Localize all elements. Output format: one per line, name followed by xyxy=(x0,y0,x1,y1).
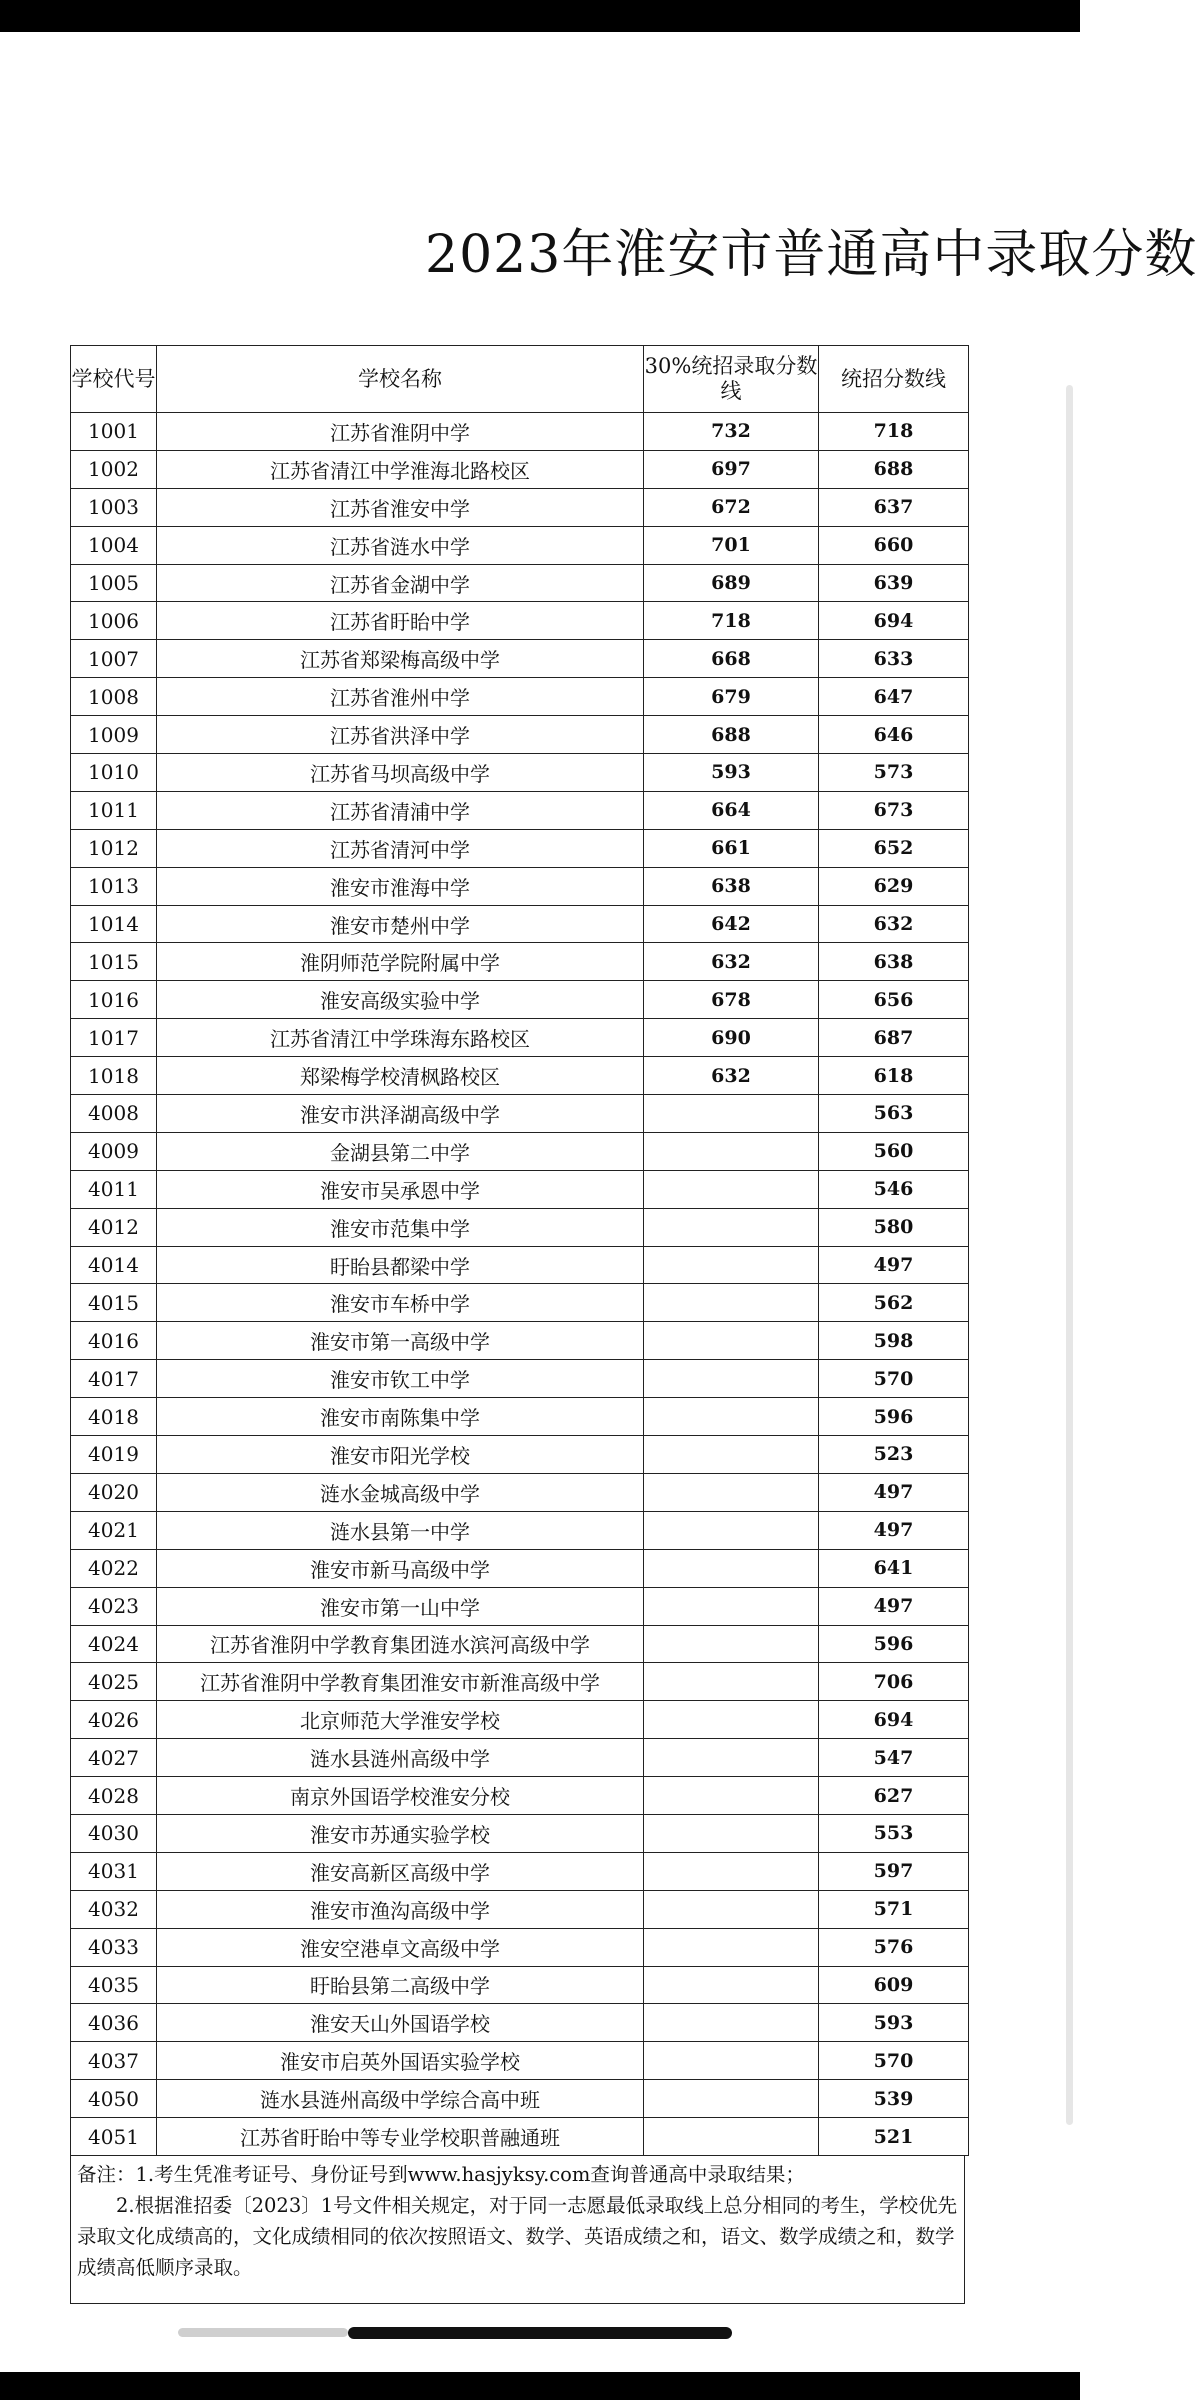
school-name-cell: 淮安市启英外国语实验学校 xyxy=(157,2042,644,2080)
school-name-cell: 涟水县第一中学 xyxy=(157,1511,644,1549)
school-code-cell: 1013 xyxy=(71,867,157,905)
score-cell: 718 xyxy=(819,413,969,451)
header-score-30: 30%统招录取分数线 xyxy=(644,346,819,413)
score-30-cell: 668 xyxy=(644,640,819,678)
header-score: 统招分数线 xyxy=(819,346,969,413)
school-code-cell: 4033 xyxy=(71,1928,157,1966)
table-row xyxy=(71,1208,969,1246)
score-cell: 638 xyxy=(819,943,969,981)
table-row xyxy=(71,1246,969,1284)
school-code-cell: 4024 xyxy=(71,1625,157,1663)
score-30-cell xyxy=(644,1246,819,1284)
table-row xyxy=(71,791,969,829)
school-name-cell: 淮安市车桥中学 xyxy=(157,1284,644,1322)
score-30-cell xyxy=(644,1511,819,1549)
score-cell: 618 xyxy=(819,1057,969,1095)
school-name-cell: 淮安市洪泽湖高级中学 xyxy=(157,1095,644,1133)
score-30-cell: 718 xyxy=(644,602,819,640)
school-code-cell: 4015 xyxy=(71,1284,157,1322)
school-code-cell: 4014 xyxy=(71,1246,157,1284)
score-30-cell xyxy=(644,1625,819,1663)
table-row xyxy=(71,1095,969,1133)
score-cell: 646 xyxy=(819,716,969,754)
score-30-cell xyxy=(644,1739,819,1777)
school-name-cell: 江苏省涟水中学 xyxy=(157,526,644,564)
table-row xyxy=(71,1436,969,1474)
score-cell: 652 xyxy=(819,829,969,867)
table-header-row xyxy=(71,346,969,413)
score-30-cell: 593 xyxy=(644,754,819,792)
header-school-name: 学校名称 xyxy=(157,346,644,413)
school-code-cell: 4019 xyxy=(71,1436,157,1474)
school-code-cell: 4032 xyxy=(71,1890,157,1928)
school-name-cell: 江苏省淮阴中学教育集团淮安市新淮高级中学 xyxy=(157,1663,644,1701)
score-30-cell xyxy=(644,1322,819,1360)
school-name-cell: 淮安市范集中学 xyxy=(157,1208,644,1246)
school-code-cell: 4025 xyxy=(71,1663,157,1701)
school-name-cell: 江苏省清河中学 xyxy=(157,829,644,867)
school-name-cell: 淮安市第一山中学 xyxy=(157,1587,644,1625)
school-name-cell: 淮安天山外国语学校 xyxy=(157,2004,644,2042)
school-name-cell: 江苏省淮阴中学教育集团涟水滨河高级中学 xyxy=(157,1625,644,1663)
school-code-cell: 4036 xyxy=(71,2004,157,2042)
score-cell: 632 xyxy=(819,905,969,943)
school-code-cell: 4017 xyxy=(71,1360,157,1398)
school-name-cell: 盱眙县第二高级中学 xyxy=(157,1966,644,2004)
score-cell: 497 xyxy=(819,1587,969,1625)
score-cell: 641 xyxy=(819,1549,969,1587)
score-cell: 562 xyxy=(819,1284,969,1322)
school-name-cell: 金湖县第二中学 xyxy=(157,1132,644,1170)
school-code-cell: 4016 xyxy=(71,1322,157,1360)
score-table xyxy=(70,345,969,2156)
table-row xyxy=(71,564,969,602)
score-30-cell xyxy=(644,2080,819,2118)
score-cell: 694 xyxy=(819,1701,969,1739)
score-30-cell xyxy=(644,1890,819,1928)
table-row xyxy=(71,1777,969,1815)
school-name-cell: 江苏省清浦中学 xyxy=(157,791,644,829)
table-row xyxy=(71,1701,969,1739)
school-code-cell: 4012 xyxy=(71,1208,157,1246)
header-school-code: 学校代号 xyxy=(71,346,157,413)
score-30-cell: 642 xyxy=(644,905,819,943)
table-row xyxy=(71,1473,969,1511)
score-30-cell: 672 xyxy=(644,488,819,526)
school-code-cell: 1004 xyxy=(71,526,157,564)
school-code-cell: 4022 xyxy=(71,1549,157,1587)
table-row xyxy=(71,716,969,754)
score-cell: 593 xyxy=(819,2004,969,2042)
school-name-cell: 淮安市吴承恩中学 xyxy=(157,1170,644,1208)
score-cell: 560 xyxy=(819,1132,969,1170)
score-cell: 546 xyxy=(819,1170,969,1208)
table-row xyxy=(71,754,969,792)
school-code-cell: 4011 xyxy=(71,1170,157,1208)
table-row xyxy=(71,1019,969,1057)
table-row xyxy=(71,1663,969,1701)
school-name-cell: 淮阴师范学院附属中学 xyxy=(157,943,644,981)
school-code-cell: 1016 xyxy=(71,981,157,1019)
school-name-cell: 淮安市南陈集中学 xyxy=(157,1398,644,1436)
score-cell: 596 xyxy=(819,1398,969,1436)
score-cell: 647 xyxy=(819,678,969,716)
school-code-cell: 1018 xyxy=(71,1057,157,1095)
score-30-cell xyxy=(644,1360,819,1398)
score-30-cell xyxy=(644,1928,819,1966)
score-30-cell xyxy=(644,1966,819,2004)
school-name-cell: 江苏省淮安中学 xyxy=(157,488,644,526)
score-30-cell: 697 xyxy=(644,450,819,488)
table-row xyxy=(71,981,969,1019)
score-30-cell xyxy=(644,1549,819,1587)
score-30-cell: 678 xyxy=(644,981,819,1019)
school-name-cell: 淮安市新马高级中学 xyxy=(157,1549,644,1587)
school-code-cell: 4050 xyxy=(71,2080,157,2118)
score-cell: 609 xyxy=(819,1966,969,2004)
school-code-cell: 4009 xyxy=(71,1132,157,1170)
status-bar xyxy=(0,0,1080,32)
score-30-cell: 688 xyxy=(644,716,819,754)
school-name-cell: 江苏省淮州中学 xyxy=(157,678,644,716)
table-row xyxy=(71,1132,969,1170)
school-name-cell: 淮安市第一高级中学 xyxy=(157,1322,644,1360)
school-name-cell: 淮安市钦工中学 xyxy=(157,1360,644,1398)
school-name-cell: 江苏省清江中学淮海北路校区 xyxy=(157,450,644,488)
table-row xyxy=(71,2080,969,2118)
score-cell: 597 xyxy=(819,1852,969,1890)
school-name-cell: 江苏省马坝高级中学 xyxy=(157,754,644,792)
table-row xyxy=(71,1625,969,1663)
table-row xyxy=(71,1587,969,1625)
table-row xyxy=(71,2042,969,2080)
school-code-cell: 1009 xyxy=(71,716,157,754)
score-30-cell: 632 xyxy=(644,943,819,981)
score-cell: 673 xyxy=(819,791,969,829)
score-30-cell xyxy=(644,1701,819,1739)
school-code-cell: 4026 xyxy=(71,1701,157,1739)
score-cell: 706 xyxy=(819,1663,969,1701)
school-code-cell: 4051 xyxy=(71,2118,157,2156)
table-row xyxy=(71,1511,969,1549)
table-row xyxy=(71,905,969,943)
score-30-cell: 701 xyxy=(644,526,819,564)
table-row xyxy=(71,1284,969,1322)
table-row xyxy=(71,943,969,981)
school-name-cell: 淮安高新区高级中学 xyxy=(157,1852,644,1890)
school-name-cell: 涟水金城高级中学 xyxy=(157,1473,644,1511)
school-code-cell: 1006 xyxy=(71,602,157,640)
school-name-cell: 北京师范大学淮安学校 xyxy=(157,1701,644,1739)
table-row xyxy=(71,1966,969,2004)
table-row xyxy=(71,2118,969,2156)
score-cell: 660 xyxy=(819,526,969,564)
score-cell: 547 xyxy=(819,1739,969,1777)
score-cell: 521 xyxy=(819,2118,969,2156)
school-name-cell: 淮安市淮海中学 xyxy=(157,867,644,905)
score-cell: 598 xyxy=(819,1322,969,1360)
school-code-cell: 1005 xyxy=(71,564,157,602)
score-cell: 639 xyxy=(819,564,969,602)
score-30-cell xyxy=(644,1170,819,1208)
score-30-cell: 661 xyxy=(644,829,819,867)
school-code-cell: 1010 xyxy=(71,754,157,792)
score-30-cell: 690 xyxy=(644,1019,819,1057)
score-30-cell xyxy=(644,1473,819,1511)
school-code-cell: 4028 xyxy=(71,1777,157,1815)
school-code-cell: 4037 xyxy=(71,2042,157,2080)
school-code-cell: 1007 xyxy=(71,640,157,678)
score-cell: 539 xyxy=(819,2080,969,2118)
school-name-cell: 江苏省淮阴中学 xyxy=(157,413,644,451)
score-30-cell xyxy=(644,2118,819,2156)
score-cell: 573 xyxy=(819,754,969,792)
score-cell: 570 xyxy=(819,2042,969,2080)
school-name-cell: 涟水县涟州高级中学 xyxy=(157,1739,644,1777)
score-cell: 563 xyxy=(819,1095,969,1133)
score-cell: 637 xyxy=(819,488,969,526)
score-cell: 633 xyxy=(819,640,969,678)
school-name-cell: 淮安市阳光学校 xyxy=(157,1436,644,1474)
school-name-cell: 淮安空港卓文高级中学 xyxy=(157,1928,644,1966)
score-cell: 576 xyxy=(819,1928,969,1966)
note-line-2: 2.根据淮招委〔2023〕1号文件相关规定，对于同一志愿最低录取线上总分相同的考生，学校优先录取文化成绩高的，文化成绩相同的依次按照语文、数学、英语成绩之和，语文、数学成绩之和，数学成绩高低顺序录取。 xyxy=(77,2193,958,2279)
scrollbar[interactable] xyxy=(1066,385,1073,2125)
school-code-cell: 1011 xyxy=(71,791,157,829)
table-row xyxy=(71,678,969,716)
school-code-cell: 1008 xyxy=(71,678,157,716)
table-row xyxy=(71,1057,969,1095)
school-code-cell: 1003 xyxy=(71,488,157,526)
score-cell: 497 xyxy=(819,1511,969,1549)
school-name-cell: 南京外国语学校淮安分校 xyxy=(157,1777,644,1815)
table-row xyxy=(71,602,969,640)
score-30-cell xyxy=(644,1436,819,1474)
school-code-cell: 4030 xyxy=(71,1814,157,1852)
table-row xyxy=(71,1890,969,1928)
score-30-cell xyxy=(644,1284,819,1322)
score-cell: 497 xyxy=(819,1246,969,1284)
table-row xyxy=(71,450,969,488)
score-cell: 687 xyxy=(819,1019,969,1057)
school-name-cell: 淮安市渔沟高级中学 xyxy=(157,1890,644,1928)
score-30-cell: 664 xyxy=(644,791,819,829)
score-cell: 596 xyxy=(819,1625,969,1663)
score-30-cell xyxy=(644,1777,819,1815)
school-code-cell: 4018 xyxy=(71,1398,157,1436)
score-cell: 497 xyxy=(819,1473,969,1511)
score-cell: 553 xyxy=(819,1814,969,1852)
school-code-cell: 4008 xyxy=(71,1095,157,1133)
table-row xyxy=(71,1549,969,1587)
page-title: 2023年淮安市普通高中录取分数 xyxy=(425,225,1197,285)
score-cell: 688 xyxy=(819,450,969,488)
score-30-cell xyxy=(644,1587,819,1625)
school-name-cell: 江苏省郑梁梅高级中学 xyxy=(157,640,644,678)
score-cell: 656 xyxy=(819,981,969,1019)
score-cell: 523 xyxy=(819,1436,969,1474)
score-30-cell: 689 xyxy=(644,564,819,602)
score-30-cell xyxy=(644,2004,819,2042)
table-row xyxy=(71,1322,969,1360)
table-row xyxy=(71,526,969,564)
table-row xyxy=(71,829,969,867)
score-30-cell xyxy=(644,1663,819,1701)
table-row xyxy=(71,1928,969,1966)
score-30-cell xyxy=(644,1814,819,1852)
gesture-hint xyxy=(178,2328,348,2337)
score-cell: 629 xyxy=(819,867,969,905)
score-30-cell: 638 xyxy=(644,867,819,905)
score-table-container xyxy=(70,345,968,2304)
school-code-cell: 1017 xyxy=(71,1019,157,1057)
score-cell: 571 xyxy=(819,1890,969,1928)
school-code-cell: 1001 xyxy=(71,413,157,451)
table-row xyxy=(71,1739,969,1777)
table-row xyxy=(71,488,969,526)
score-cell: 694 xyxy=(819,602,969,640)
note-line-1: 备注：1.考生凭准考证号、身份证号到www.hasjyksy.com查询普通高中录取结果； xyxy=(77,2162,805,2186)
school-name-cell: 淮安市苏通实验学校 xyxy=(157,1814,644,1852)
school-name-cell: 盱眙县都梁中学 xyxy=(157,1246,644,1284)
score-cell: 580 xyxy=(819,1208,969,1246)
school-code-cell: 1002 xyxy=(71,450,157,488)
table-row xyxy=(71,867,969,905)
score-30-cell xyxy=(644,1208,819,1246)
home-indicator[interactable] xyxy=(348,2327,732,2339)
score-30-cell: 732 xyxy=(644,413,819,451)
school-code-cell: 4027 xyxy=(71,1739,157,1777)
score-30-cell xyxy=(644,1852,819,1890)
table-row xyxy=(71,413,969,451)
school-name-cell: 江苏省清江中学珠海东路校区 xyxy=(157,1019,644,1057)
table-row xyxy=(71,640,969,678)
score-cell: 627 xyxy=(819,1777,969,1815)
school-code-cell: 4023 xyxy=(71,1587,157,1625)
school-code-cell: 1014 xyxy=(71,905,157,943)
school-name-cell: 淮安高级实验中学 xyxy=(157,981,644,1019)
score-30-cell xyxy=(644,1095,819,1133)
notes-box xyxy=(70,2156,965,2304)
table-row xyxy=(71,1852,969,1890)
table-body xyxy=(71,413,969,2156)
school-name-cell: 江苏省盱眙中等专业学校职普融通班 xyxy=(157,2118,644,2156)
table-row xyxy=(71,1360,969,1398)
school-code-cell: 4020 xyxy=(71,1473,157,1511)
table-row xyxy=(71,1398,969,1436)
school-code-cell: 1015 xyxy=(71,943,157,981)
school-name-cell: 淮安市楚州中学 xyxy=(157,905,644,943)
table-row xyxy=(71,2004,969,2042)
score-30-cell xyxy=(644,1132,819,1170)
bottom-bar xyxy=(0,2372,1080,2400)
score-30-cell xyxy=(644,1398,819,1436)
school-code-cell: 4035 xyxy=(71,1966,157,2004)
school-name-cell: 江苏省洪泽中学 xyxy=(157,716,644,754)
school-code-cell: 4021 xyxy=(71,1511,157,1549)
school-name-cell: 江苏省金湖中学 xyxy=(157,564,644,602)
school-name-cell: 江苏省盱眙中学 xyxy=(157,602,644,640)
school-name-cell: 郑梁梅学校清枫路校区 xyxy=(157,1057,644,1095)
score-cell: 570 xyxy=(819,1360,969,1398)
school-code-cell: 4031 xyxy=(71,1852,157,1890)
score-30-cell: 679 xyxy=(644,678,819,716)
score-30-cell: 632 xyxy=(644,1057,819,1095)
table-row xyxy=(71,1814,969,1852)
school-name-cell: 涟水县涟州高级中学综合高中班 xyxy=(157,2080,644,2118)
school-code-cell: 1012 xyxy=(71,829,157,867)
score-30-cell xyxy=(644,2042,819,2080)
table-row xyxy=(71,1170,969,1208)
